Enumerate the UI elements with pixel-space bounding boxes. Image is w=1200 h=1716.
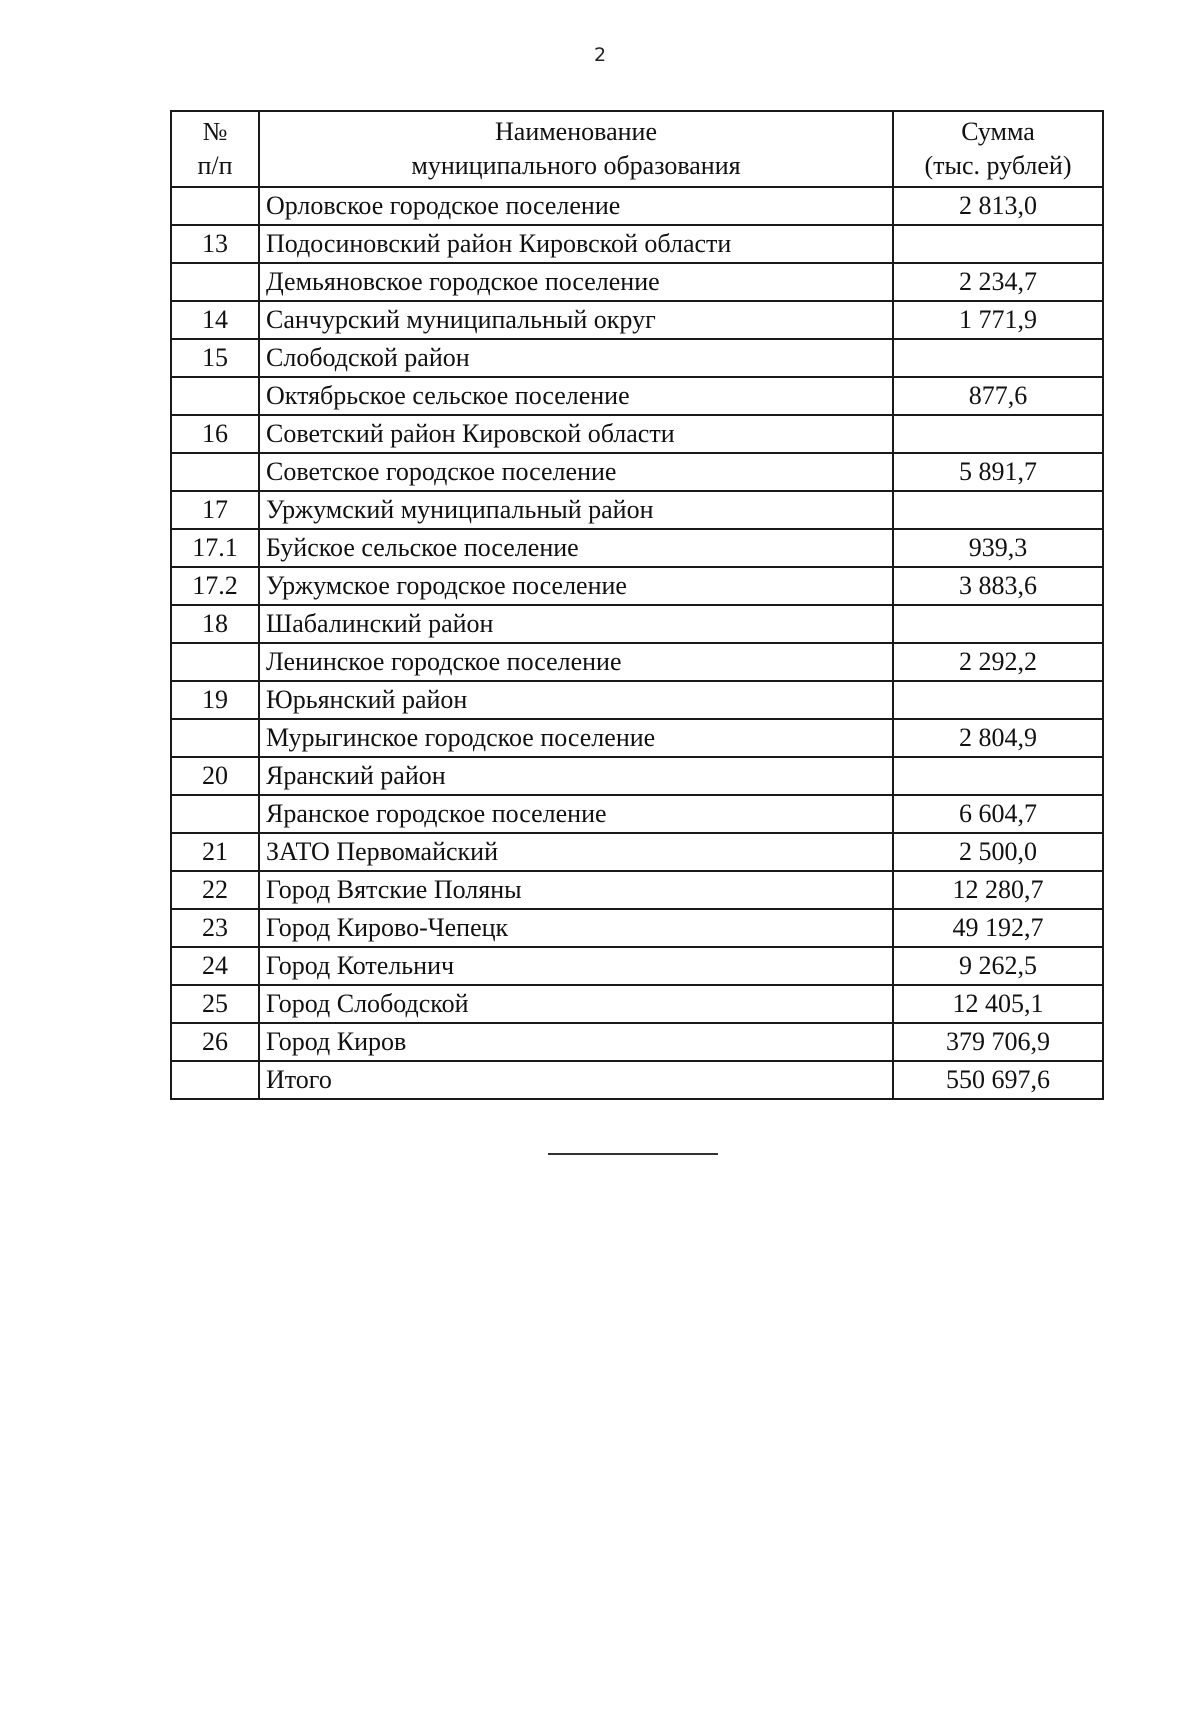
row-name-cell: Демьяновское городское поселение: [259, 263, 893, 301]
row-name-cell: Ленинское городское поселение: [259, 643, 893, 681]
row-num-cell: 17.2: [171, 567, 259, 605]
table-row: [171, 1023, 1103, 1061]
row-sum-cell: 2 500,0: [893, 833, 1103, 871]
row-num-cell: 16: [171, 415, 259, 453]
row-num-cell: [171, 643, 259, 681]
row-sum-cell: [893, 491, 1103, 529]
table-row: [171, 187, 1103, 225]
table-row: [171, 377, 1103, 415]
table-header: [171, 111, 1103, 187]
table-row: [171, 909, 1103, 947]
row-name-cell: Уржумский муниципальный район: [259, 491, 893, 529]
row-num-cell: [171, 263, 259, 301]
row-sum-cell: 877,6: [893, 377, 1103, 415]
row-sum-cell: 49 192,7: [893, 909, 1103, 947]
row-sum-cell: [893, 339, 1103, 377]
row-name-cell: Город Котельнич: [259, 947, 893, 985]
row-name-cell: Город Вятские Поляны: [259, 871, 893, 909]
row-name-cell: Октябрьское сельское поселение: [259, 377, 893, 415]
row-num-cell: 21: [171, 833, 259, 871]
row-num-cell: [171, 795, 259, 833]
row-name-cell: Подосиновский район Кировской области: [259, 225, 893, 263]
table-row: [171, 985, 1103, 1023]
row-num-cell: 19: [171, 681, 259, 719]
row-sum-cell: [893, 415, 1103, 453]
row-name-cell: ЗАТО Первомайский: [259, 833, 893, 871]
row-num-cell: 25: [171, 985, 259, 1023]
table-row: [171, 757, 1103, 795]
row-num-cell: 22: [171, 871, 259, 909]
table-body: [171, 187, 1103, 1099]
row-name-cell: Санчурский муниципальный округ: [259, 301, 893, 339]
row-num-cell: 13: [171, 225, 259, 263]
row-sum-cell: 12 280,7: [893, 871, 1103, 909]
row-sum-cell: 379 706,9: [893, 1023, 1103, 1061]
row-name-cell: Мурыгинское городское поселение: [259, 719, 893, 757]
row-num-cell: [171, 187, 259, 225]
table-row: [171, 529, 1103, 567]
row-name-cell: Слободской район: [259, 339, 893, 377]
row-sum-cell: 2 804,9: [893, 719, 1103, 757]
row-name-cell: Город Слободской: [259, 985, 893, 1023]
table-row: [171, 567, 1103, 605]
row-sum-cell: 2 234,7: [893, 263, 1103, 301]
row-num-cell: [171, 453, 259, 491]
row-num-cell: 20: [171, 757, 259, 795]
row-name-cell: Уржумское городское поселение: [259, 567, 893, 605]
row-sum-cell: [893, 225, 1103, 263]
row-sum-cell: 12 405,1: [893, 985, 1103, 1023]
row-sum-cell: [893, 757, 1103, 795]
row-num-cell: 23: [171, 909, 259, 947]
allocation-table: [170, 110, 1104, 1100]
row-num-cell: 18: [171, 605, 259, 643]
table-row: [171, 225, 1103, 263]
row-sum-cell: 1 771,9: [893, 301, 1103, 339]
row-name-cell: Яранский район: [259, 757, 893, 795]
row-name-cell: Орловское городское поселение: [259, 187, 893, 225]
table-row: [171, 719, 1103, 757]
row-num-cell: 24: [171, 947, 259, 985]
row-num-cell: 15: [171, 339, 259, 377]
row-num-cell: 17.1: [171, 529, 259, 567]
row-num-cell: 17: [171, 491, 259, 529]
header-row: [171, 111, 1103, 187]
row-name-cell: Яранское городское поселение: [259, 795, 893, 833]
row-name-cell: Советское городское поселение: [259, 453, 893, 491]
table-row: [171, 605, 1103, 643]
row-sum-cell: 939,3: [893, 529, 1103, 567]
table-row: [171, 415, 1103, 453]
table-row: [171, 643, 1103, 681]
row-sum-cell: 2 292,2: [893, 643, 1103, 681]
row-num-cell: [171, 719, 259, 757]
row-name-cell: Советский район Кировской области: [259, 415, 893, 453]
table-row: [171, 795, 1103, 833]
row-sum-cell: 9 262,5: [893, 947, 1103, 985]
header-name: Наименование муниципального образования: [259, 111, 893, 187]
row-name-cell: Город Киров: [259, 1023, 893, 1061]
row-name-cell: Юрьянский район: [259, 681, 893, 719]
header-sum: Сумма (тыс. рублей): [893, 111, 1103, 187]
row-sum-cell: 550 697,6: [893, 1061, 1103, 1099]
table-row: [171, 491, 1103, 529]
row-sum-cell: 5 891,7: [893, 453, 1103, 491]
row-sum-cell: 6 604,7: [893, 795, 1103, 833]
row-num-cell: 26: [171, 1023, 259, 1061]
row-num-cell: 14: [171, 301, 259, 339]
row-name-cell: Город Кирово-Чепецк: [259, 909, 893, 947]
row-name-cell: Буйское сельское поселение: [259, 529, 893, 567]
table-row: [171, 947, 1103, 985]
row-num-cell: [171, 1061, 259, 1099]
header-num: № п/п: [171, 111, 259, 187]
end-divider-line: [548, 1153, 718, 1155]
row-sum-cell: [893, 681, 1103, 719]
table-row: [171, 871, 1103, 909]
page-number: 2: [593, 44, 607, 66]
row-sum-cell: 2 813,0: [893, 187, 1103, 225]
table-row: [171, 681, 1103, 719]
table-row: [171, 833, 1103, 871]
row-sum-cell: [893, 605, 1103, 643]
table-row: [171, 339, 1103, 377]
table-row: [171, 453, 1103, 491]
row-num-cell: [171, 377, 259, 415]
table-row: [171, 1061, 1103, 1099]
table-row: [171, 301, 1103, 339]
table-row: [171, 263, 1103, 301]
row-sum-cell: 3 883,6: [893, 567, 1103, 605]
row-name-cell: Шабалинский район: [259, 605, 893, 643]
row-name-cell: Итого: [259, 1061, 893, 1099]
